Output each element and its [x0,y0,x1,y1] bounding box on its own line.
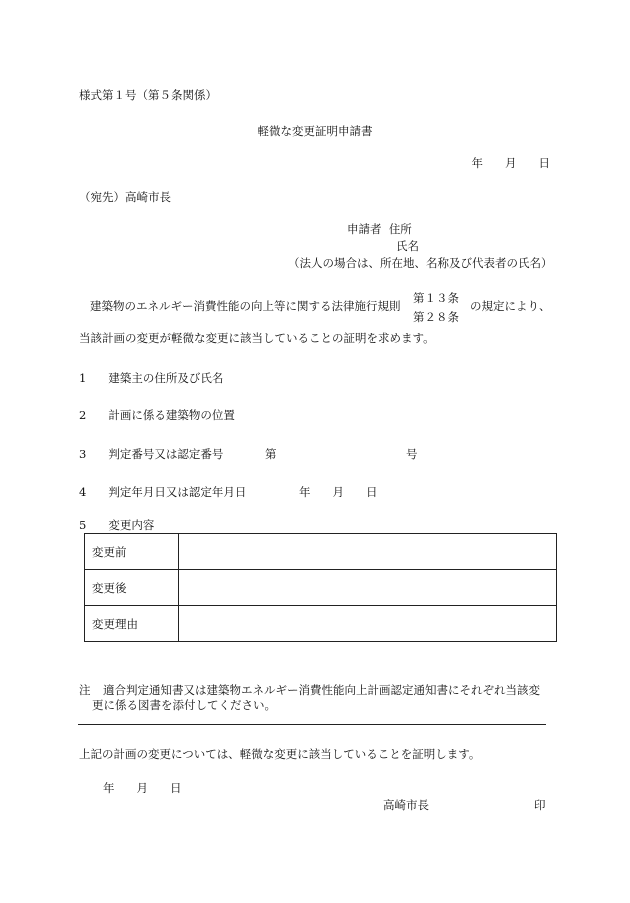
reason-value-cell[interactable] [179,606,557,642]
item-location [79,408,235,422]
date-day-label: 日 [170,781,182,795]
item-number: 4 [79,485,87,499]
note-line2: 更に係る図書を添付してください。 [92,698,276,712]
item-number: 1 [79,371,87,385]
corporate-note: （法人の場合は、所在地、名称及び代表者の氏名） [288,256,553,270]
row-label-after: 変更後 [85,570,179,606]
applicant-label: 申請者 [347,222,382,236]
item-change-content [79,518,154,532]
application-date [472,156,551,170]
row-label-reason: 変更理由 [85,606,179,642]
request-text-before: 建築物のエネルギー消費性能の向上等に関する法律施行規則 [90,299,401,313]
number-suffix: 号 [406,447,418,461]
date-day-label: 日 [538,156,550,170]
note-label: 注 [79,683,91,697]
note-line1: 適合判定通知書又は建築物エネルギー消費性能向上計画認定通知書にそれぞれ当該変 [103,683,540,697]
certification-date [103,781,182,795]
date-year-label: 年 [299,485,311,499]
name-label: 氏名 [396,239,419,253]
article-28: 第２８条 [413,310,459,324]
item-number-line [79,447,223,461]
date-year-label: 年 [103,781,115,795]
item-number: 2 [79,408,87,422]
item-label: 建築主の住所及び氏名 [108,371,224,385]
table-row [85,570,557,606]
after-value-cell[interactable] [179,570,557,606]
applicant-address-line [347,222,412,236]
date-month-label: 月 [505,156,517,170]
row-label-before: 変更前 [85,534,179,570]
seal-mark: 印 [534,798,546,812]
item-builder [79,371,223,385]
table-row [85,534,557,570]
date-year-label: 年 [471,156,483,170]
request-text-after: の規定により、 [470,299,551,313]
addressee: （宛先）高崎市長 [79,190,171,204]
certification-text: 上記の計画の変更については、軽微な変更に該当していることを証明します。 [79,747,481,761]
date-month-label: 月 [136,781,148,795]
change-table [84,533,557,642]
item-label: 判定番号又は認定番号 [108,447,224,461]
document-title: 軽微な変更証明申請書 [257,124,373,138]
article-13: 第１３条 [413,291,459,305]
divider [78,724,546,725]
item-label: 計画に係る建築物の位置 [108,408,235,422]
table-row [85,606,557,642]
form-number: 様式第１号（第５条関係） [79,88,217,102]
item-label: 判定年月日又は認定年月日 [108,485,247,499]
item-number: 5 [79,518,87,532]
request-text-line2: 当該計画の変更が軽微な変更に該当していることの証明を求めます。 [79,331,435,345]
number-prefix: 第 [265,447,277,461]
item-label: 変更内容 [108,518,155,532]
item-date-line [79,485,246,499]
before-value-cell[interactable] [179,534,557,570]
date-day-label: 日 [366,485,378,499]
item-number: 3 [79,447,87,461]
mayor-signature: 高崎市長 [383,798,429,812]
date-month-label: 月 [332,485,344,499]
address-label: 住所 [388,222,412,236]
judgment-date [299,485,378,499]
